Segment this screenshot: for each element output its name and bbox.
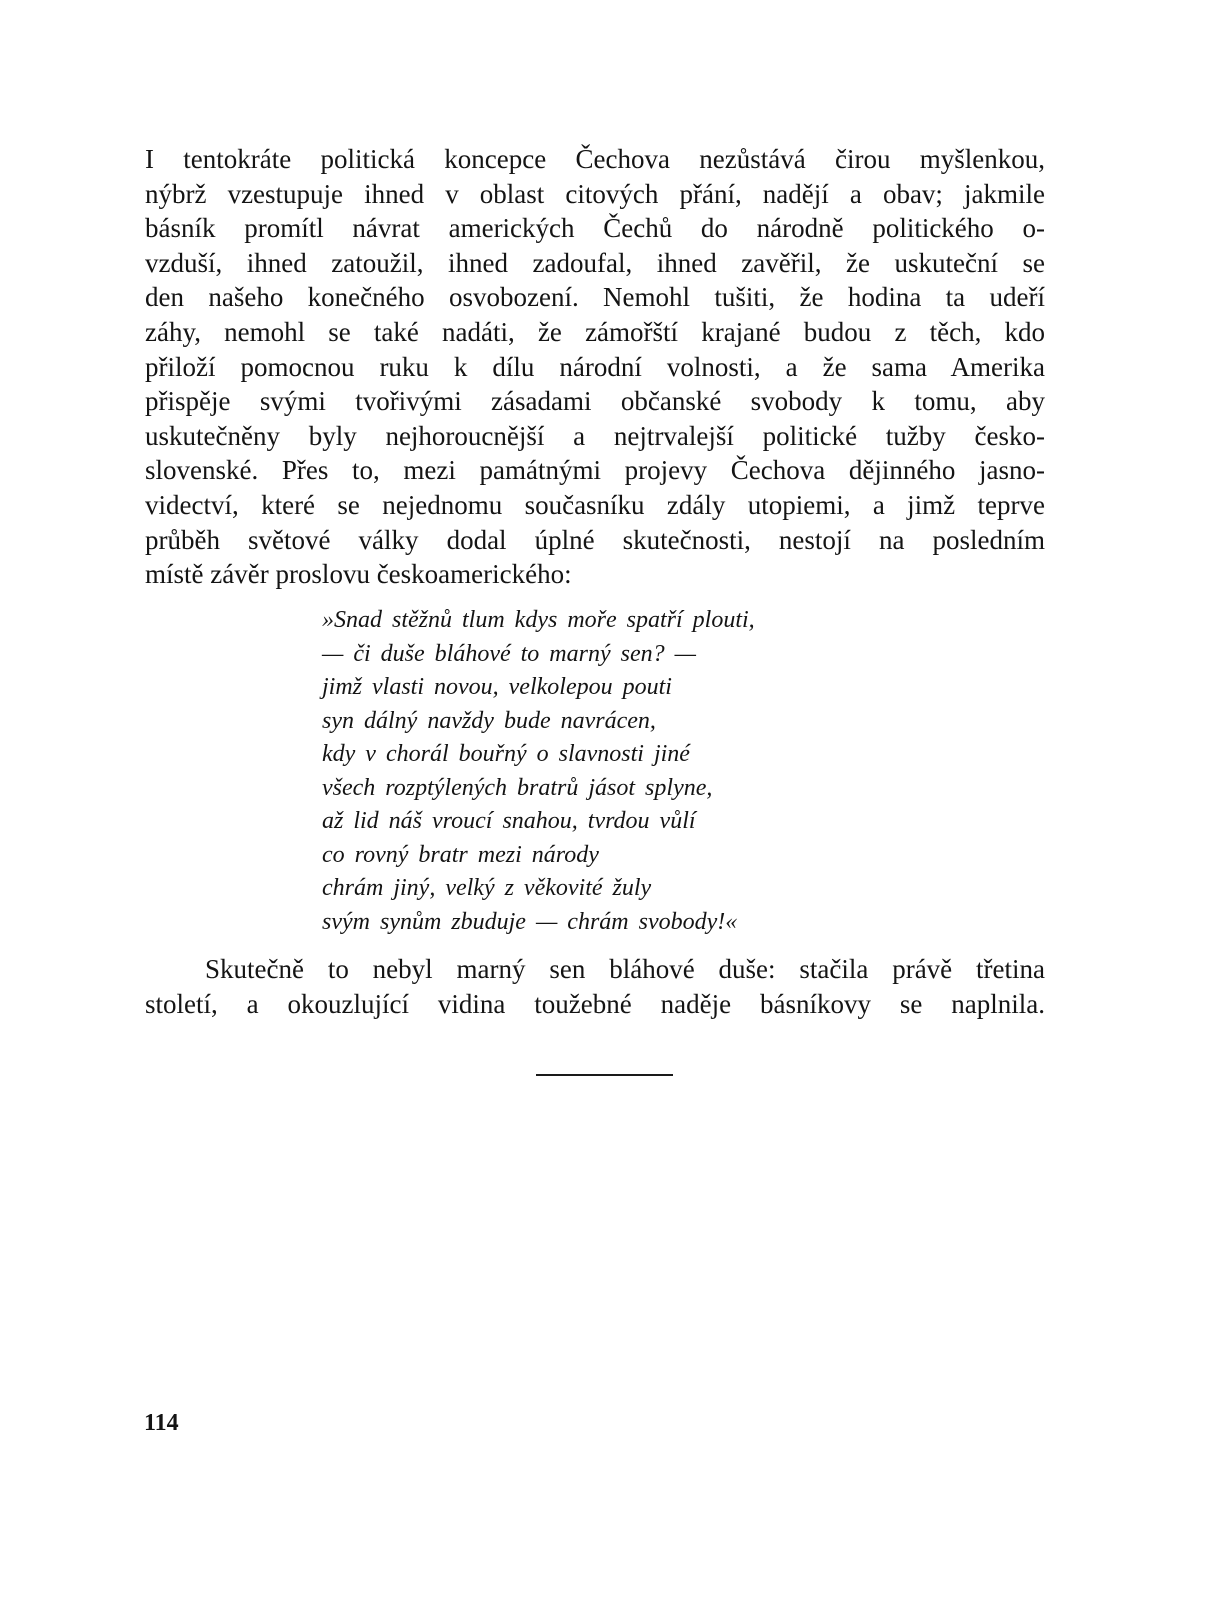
- text-line: den našeho konečného osvobození. Nemohl tušiti, že hodina ta udeří: [145, 282, 1045, 313]
- poem-line: chrám jiný, velký z věkovité žuly: [322, 875, 652, 901]
- section-divider: [536, 1074, 673, 1076]
- text-line: století, a okouzlující vidina toužebné naděje básníkovy se naplnila.: [145, 988, 1045, 1019]
- page-number: 114: [144, 1410, 179, 1436]
- poem-line: všech rozptýlených bratrů jásot splyne,: [322, 774, 713, 801]
- text-line: průběh světové války dodal úplné skutečnosti, nestojí na posledním: [145, 524, 1045, 555]
- text-line: I tentokráte politická koncepce Čechova nezůstává čirou myšlenkou,: [145, 144, 1045, 174]
- text-line: záhy, nemohl se také nadáti, že zámořští krajané budou z těch, kdo: [145, 316, 1045, 347]
- poem-line: až lid náš vroucí snahou, tvrdou vůlí: [322, 808, 696, 834]
- poem-line: — či duše bláhové to marný sen? —: [322, 640, 696, 667]
- poem-line: kdy v chorál bouřný o slavnosti jiné: [322, 741, 690, 767]
- poem-line: jimž vlasti novou, velkolepou pouti: [322, 674, 672, 700]
- poem-line: »Snad stěžnů tlum kdys moře spatří plouti,: [322, 607, 755, 633]
- text-line: přiloží pomocnou ruku k dílu národní volnosti, a že sama Amerika: [145, 351, 1045, 382]
- poem-line: co rovný bratr mezi národy: [322, 841, 599, 868]
- text-line: přispěje svými tvořivými zásadami občanské svobody k tomu, aby: [145, 386, 1045, 417]
- poem-line: svým synům zbuduje — chrám svobody!«: [322, 908, 738, 935]
- body-paragraph-1: [145, 142, 1045, 592]
- text-line: básník promítl návrat amerických Čechů do národně politického o-: [145, 213, 1045, 244]
- text-line: vzduší, ihned zatoužil, ihned zadoufal, ihned zavěřil, že uskuteční se: [145, 247, 1045, 278]
- text-line: Skutečně to nebyl marný sen bláhové duše: stačila právě třetina: [205, 954, 1045, 984]
- quoted-poem: [322, 604, 882, 939]
- text-line: slovenské. Přes to, mezi památnými projevy Čechova dějinného jasno-: [145, 455, 1045, 486]
- text-line: nýbrž vzestupuje ihned v oblast citových přání, nadějí a obav; jakmile: [145, 178, 1045, 209]
- poem-line: syn dálný navždy bude navrácen,: [322, 707, 656, 734]
- body-paragraph-2: [145, 952, 1045, 1021]
- text-line: místě závěr proslovu českoamerického:: [145, 559, 572, 590]
- text-line: videctví, které se nejednomu současníku zdály utopiemi, a jimž teprve: [145, 489, 1045, 520]
- text-line: uskutečněny byly nejhoroucnější a nejtrvalejší politické tužby česko-: [145, 420, 1045, 451]
